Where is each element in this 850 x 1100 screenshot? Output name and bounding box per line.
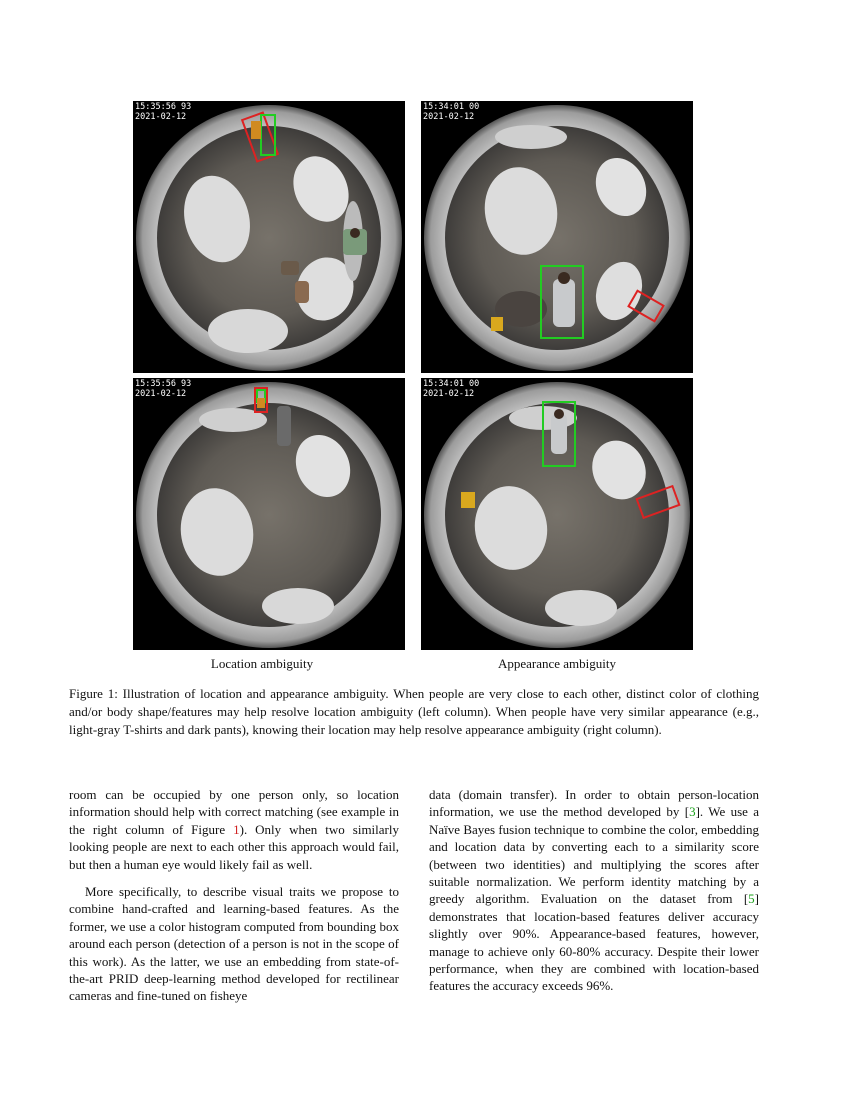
fisheye-image — [133, 378, 405, 650]
fisheye-image — [421, 101, 693, 373]
figure-ref-link[interactable]: 1 — [233, 821, 240, 837]
fisheye-panel-appearance-top — [421, 101, 693, 373]
fisheye-panel-location-bottom — [133, 378, 405, 650]
fisheye-panel-appearance-bottom — [421, 378, 693, 650]
fisheye-panel-location-top — [133, 101, 405, 373]
timestamp: 15:35:56 93 2021-02-12 — [135, 102, 192, 122]
paragraph: More specifically, to describe visual traits we propose to combine hand-crafted and learning-based features. As the former, we use a color histogram computed from bounding box around each person (detection of a person is not in the scope of this work). As the latter, we use an embedding from state-of-the-art PRID deep-learning method developed for rectilinear cameras and fine-tuned on fisheye — [69, 884, 399, 1004]
fisheye-image — [133, 101, 405, 373]
column-label-location: Location ambiguity — [210, 656, 314, 671]
paragraph: room can be occupied by one person only, so location information should help with correct matching (see example in the right column of Figure 1). Only when two similarly looking people are next to each other this approach would fail, but then a human eye would likely fail as well. — [69, 787, 399, 872]
timestamp: 15:34:01 00 2021-02-12 — [423, 102, 480, 122]
figure-caption: Figure 1: Illustration of location and appearance ambiguity. When people are very close to each other, distinct color of clothing and/or body shape/features may help resolve location ambiguity (left column). When people have very similar appearance (e.g., light-gray T-shirts and dark pants), knowing their location may help resolve appearance ambiguity (right column). — [69, 686, 759, 737]
timestamp: 15:34:01 00 2021-02-12 — [423, 379, 480, 399]
body-column-left — [69, 786, 399, 1015]
citation-link[interactable]: 3 — [689, 804, 696, 820]
citation-link[interactable]: 5 — [748, 891, 755, 907]
fisheye-image — [421, 378, 693, 650]
column-label-appearance: Appearance ambiguity — [497, 656, 617, 671]
body-column-right — [429, 786, 759, 1005]
timestamp: 15:35:56 93 2021-02-12 — [135, 379, 192, 399]
paragraph: data (domain transfer). In order to obtain person-location information, we use the method developed by [3]. We use a Naïve Bayes fusion technique to combine the color, embedding and location data by converting each to a similarity score (between two identities) and multiplying the scores after suitable normalization. We perform identity matching by a greedy algorithm. Evaluation on the dataset from [5] demonstrates that location-based features deliver accuracy slightly over 90%. Appearance-based features, however, manage to achieve only 60-80% accuracy. Despite their lower performance, when they are combined with location-based features the accuracy exceeds 96%. — [429, 787, 759, 994]
